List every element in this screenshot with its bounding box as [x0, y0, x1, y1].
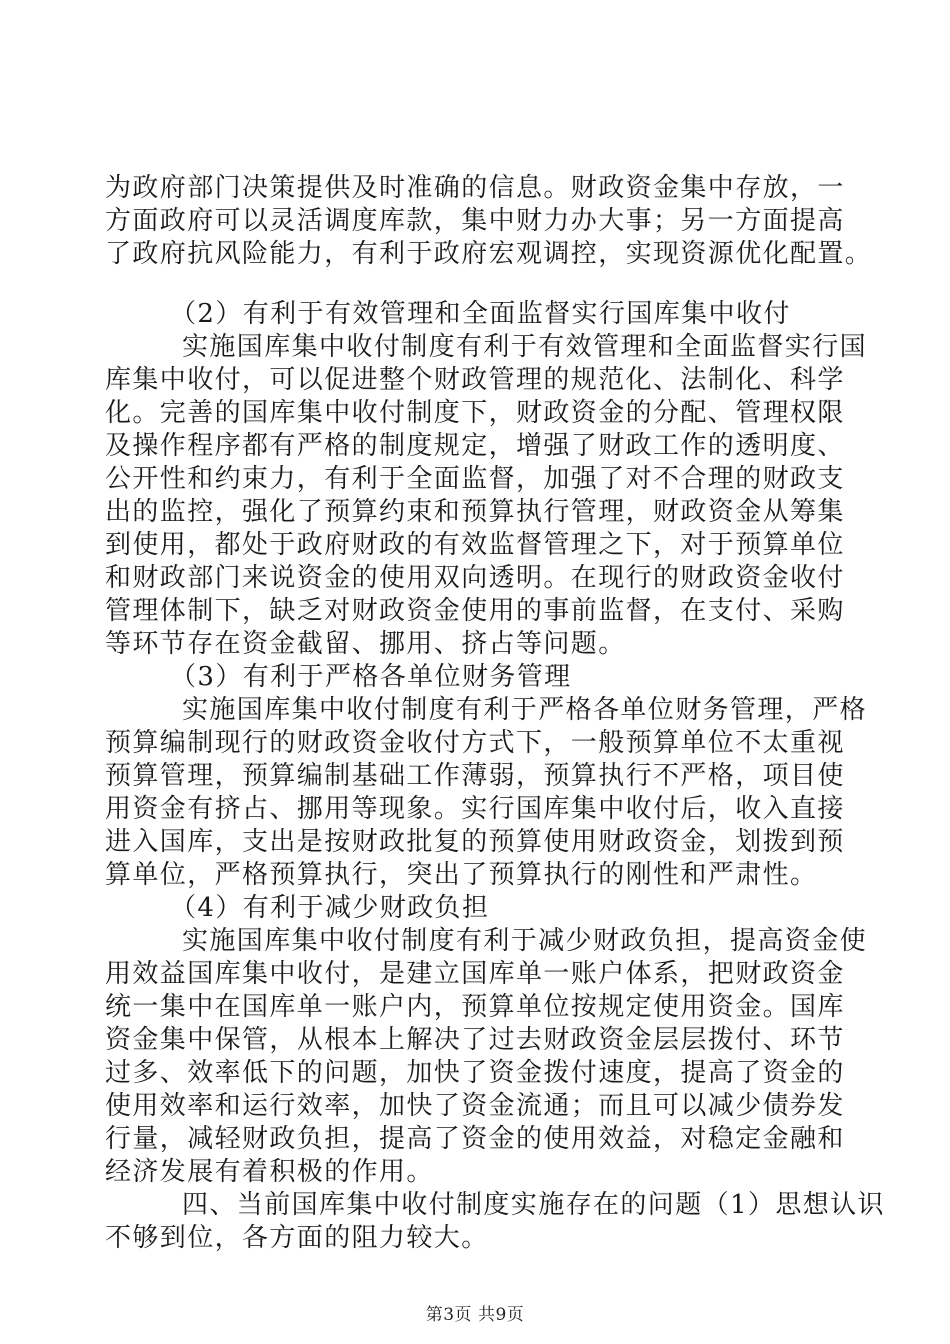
paragraph-line: 用资金有挤占、挪用等现象。实行国库集中收付后，收入直接: [105, 794, 845, 824]
paragraph-line: 及操作程序都有严格的制度规定，增强了财政工作的透明度、: [105, 431, 845, 461]
section-heading-2: （2）有利于有效管理和全面监督实行国库集中收付: [170, 299, 791, 329]
paragraph-line: 算单位，严格预算执行，突出了预算执行的刚性和严肃性。: [105, 860, 818, 890]
paragraph-line: 进入国库，支出是按财政批复的预算使用财政资金，划拨到预: [105, 827, 845, 857]
paragraph-line: 使用效率和运行效率，加快了资金流通；而且可以减少债券发: [105, 1091, 845, 1121]
paragraph-line: 方面政府可以灵活调度库款，集中财力办大事；另一方面提高: [105, 206, 845, 236]
paragraph-line: 用效益国库集中收付，是建立国库单一账户体系，把财政资金: [105, 959, 845, 989]
paragraph-line: 行量，减轻财政负担，提高了资金的使用效益，对稳定金融和: [105, 1124, 845, 1154]
paragraph-line: 实施国库集中收付制度有利于有效管理和全面监督实行国: [182, 332, 868, 362]
paragraph-line: 不够到位，各方面的阻力较大。: [105, 1223, 489, 1253]
paragraph-line: 管理体制下，缺乏对财政资金使用的事前监督，在支付、采购: [105, 596, 845, 626]
paragraph-line: 为政府部门决策提供及时准确的信息。财政资金集中存放，一: [105, 173, 845, 203]
paragraph-line: 统一集中在国库单一账户内，预算单位按规定使用资金。国库: [105, 992, 845, 1022]
paragraph-line: 等环节存在资金截留、挪用、挤占等问题。: [105, 629, 626, 659]
section-heading-4: （4）有利于减少财政负担: [170, 893, 490, 923]
paragraph-line: 实施国库集中收付制度有利于减少财政负担，提高资金使: [182, 926, 868, 956]
paragraph-line: 和财政部门来说资金的使用双向透明。在现行的财政资金收付: [105, 563, 845, 593]
paragraph-line: 化。完善的国库集中收付制度下，财政资金的分配、管理权限: [105, 398, 845, 428]
paragraph-line: 到使用，都处于政府财政的有效监督管理之下，对于预算单位: [105, 530, 845, 560]
paragraph-line: 经济发展有着积极的作用。: [105, 1157, 434, 1187]
paragraph-line: 了政府抗风险能力，有利于政府宏观调控，实现资源优化配置。: [105, 239, 873, 269]
paragraph-line: 公开性和约束力，有利于全面监督，加强了对不合理的财政支: [105, 464, 845, 494]
paragraph-line: 预算管理，预算编制基础工作薄弱，预算执行不严格，项目使: [105, 761, 845, 791]
section-heading-3: （3）有利于严格各单位财务管理: [170, 662, 572, 692]
paragraph-line: 实施国库集中收付制度有利于严格各单位财务管理，严格: [182, 695, 868, 725]
paragraph-line: 过多、效率低下的问题，加快了资金拨付速度，提高了资金的: [105, 1058, 845, 1088]
paragraph-line: 预算编制现行的财政资金收付方式下，一般预算单位不太重视: [105, 728, 845, 758]
section-heading-problems: 四、当前国库集中收付制度实施存在的问题（1）思想认识: [182, 1190, 885, 1220]
paragraph-line: 出的监控，强化了预算约束和预算执行管理，财政资金从筹集: [105, 497, 845, 527]
page-number-footer: 第3页 共9页: [425, 1305, 525, 1325]
paragraph-line: 库集中收付，可以促进整个财政管理的规范化、法制化、科学: [105, 365, 845, 395]
paragraph-line: 资金集中保管，从根本上解决了过去财政资金层层拨付、环节: [105, 1025, 845, 1055]
